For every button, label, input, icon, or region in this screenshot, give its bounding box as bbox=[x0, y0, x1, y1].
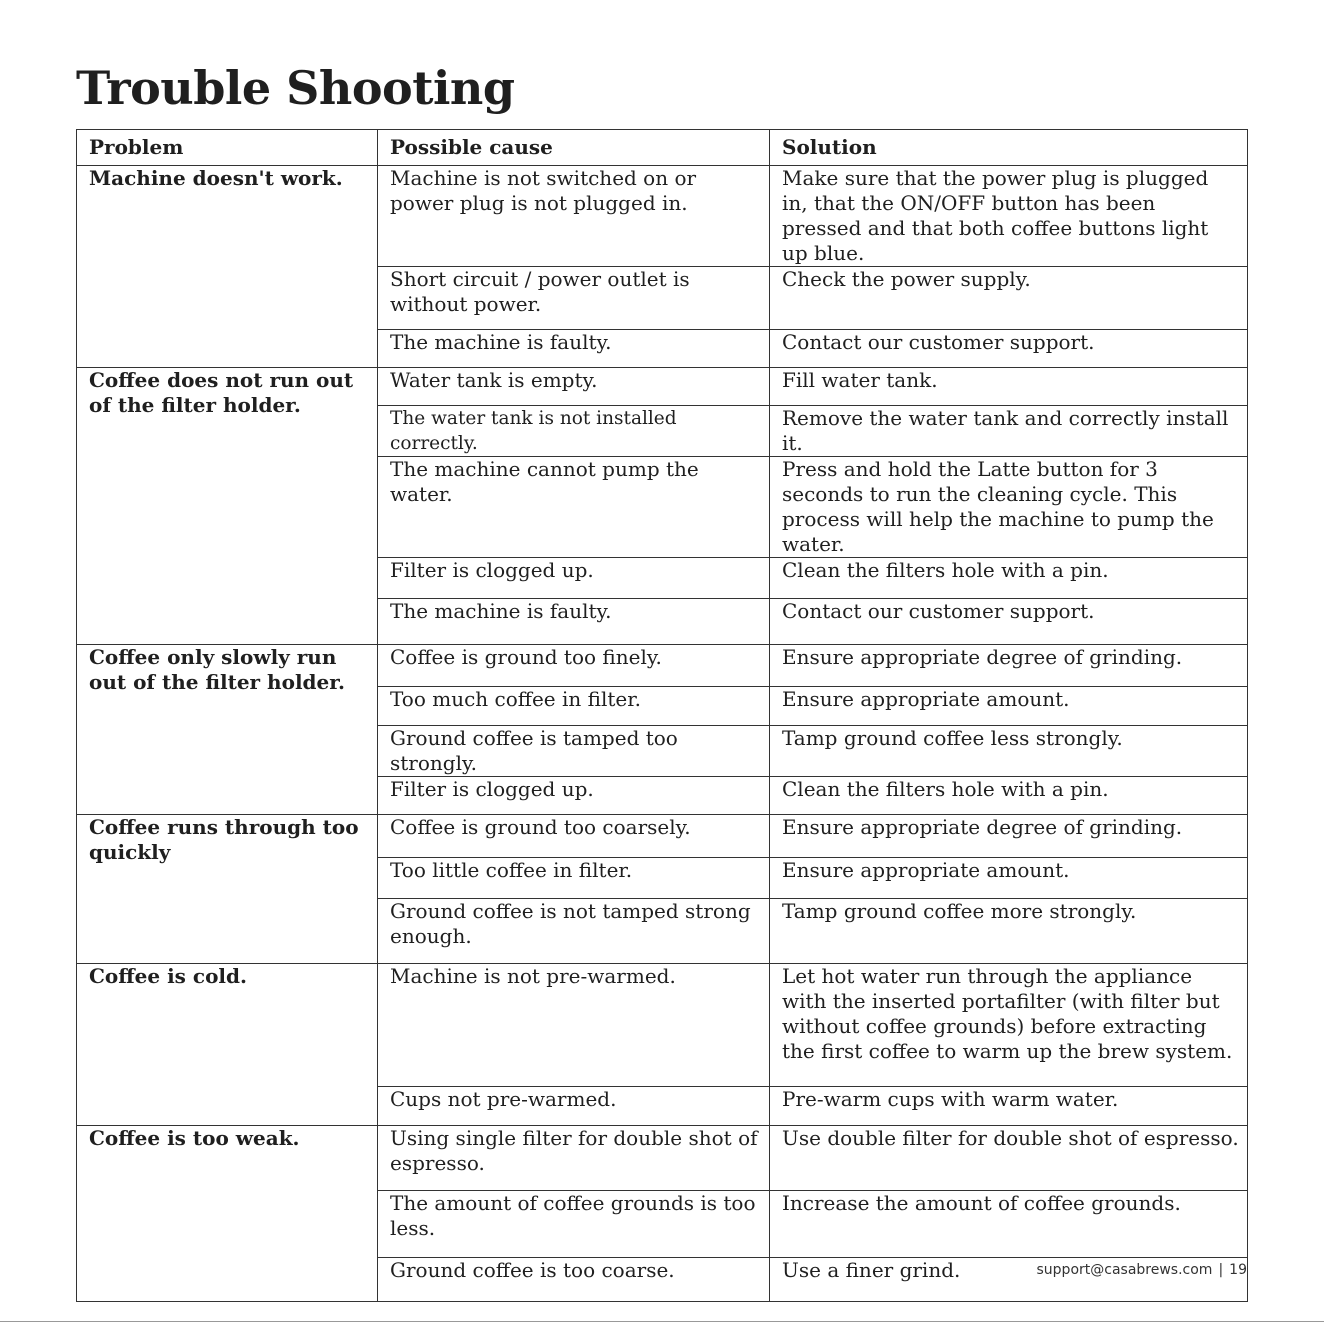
table-row bbox=[77, 368, 1248, 406]
cause-cell: The machine cannot pump the water. bbox=[378, 457, 770, 558]
cause-cell: Filter is clogged up. bbox=[378, 777, 770, 815]
column-header-solution: Solution bbox=[770, 130, 1248, 166]
table-header-row bbox=[77, 130, 1248, 166]
problem-cell: Coffee is cold. bbox=[77, 964, 378, 1126]
solution-cell: Fill water tank. bbox=[770, 368, 1248, 406]
cause-cell: Water tank is empty. bbox=[378, 368, 770, 406]
solution-cell: Tamp ground coffee more strongly. bbox=[770, 899, 1248, 964]
cause-cell: Too much coffee in filter. bbox=[378, 687, 770, 726]
support-email-link[interactable]: support@casabrews.com bbox=[1036, 1262, 1213, 1278]
solution-cell: Make sure that the power plug is plugged in, that the ON/OFF button has been pressed and that both coffee buttons light up blue. bbox=[770, 166, 1248, 267]
cause-cell: The machine is faulty. bbox=[378, 599, 770, 645]
solution-cell: Contact our customer support. bbox=[770, 330, 1248, 368]
cause-cell: Coffee is ground too coarsely. bbox=[378, 815, 770, 858]
cause-cell: The water tank is not installed correctly. bbox=[378, 406, 770, 457]
cause-cell: Machine is not pre-warmed. bbox=[378, 964, 770, 1087]
cause-cell: Too little coffee in filter. bbox=[378, 858, 770, 899]
solution-cell: Tamp ground coffee less strongly. bbox=[770, 726, 1248, 777]
bottom-divider bbox=[0, 1321, 1324, 1322]
solution-cell: Pre-warm cups with warm water. bbox=[770, 1087, 1248, 1126]
solution-cell: Contact our customer support. bbox=[770, 599, 1248, 645]
table-row bbox=[77, 964, 1248, 1087]
cause-cell: Filter is clogged up. bbox=[378, 558, 770, 599]
column-header-cause: Possible cause bbox=[378, 130, 770, 166]
problem-cell: Coffee runs through too quickly bbox=[77, 815, 378, 964]
cause-cell: Short circuit / power outlet is without power. bbox=[378, 267, 770, 330]
solution-cell: Remove the water tank and correctly install it. bbox=[770, 406, 1248, 457]
cause-cell: Coffee is ground too finely. bbox=[378, 645, 770, 687]
table-row bbox=[77, 1126, 1248, 1191]
cause-cell: The amount of coffee grounds is too less. bbox=[378, 1191, 770, 1258]
solution-cell: Let hot water run through the appliance with the inserted portafilter (with filter but without coffee grounds) before extracting the first coffee to warm up the brew system. bbox=[770, 964, 1248, 1087]
page-footer bbox=[1037, 1262, 1248, 1278]
footer-separator: | bbox=[1218, 1262, 1224, 1278]
problem-cell: Machine doesn't work. bbox=[77, 166, 378, 368]
table-row bbox=[77, 815, 1248, 858]
page-title: Trouble Shooting bbox=[76, 61, 515, 115]
page-number: 19 bbox=[1229, 1262, 1247, 1278]
cause-cell: Ground coffee is not tamped strong enough. bbox=[378, 899, 770, 964]
table-row bbox=[77, 645, 1248, 687]
solution-cell: Press and hold the Latte button for 3 seconds to run the cleaning cycle. This process will help the machine to pump the water. bbox=[770, 457, 1248, 558]
solution-cell: Ensure appropriate degree of grinding. bbox=[770, 815, 1248, 858]
solution-cell: Increase the amount of coffee grounds. bbox=[770, 1191, 1248, 1258]
solution-cell: Clean the filters hole with a pin. bbox=[770, 558, 1248, 599]
solution-cell: Clean the filters hole with a pin. bbox=[770, 777, 1248, 815]
solution-cell: Ensure appropriate amount. bbox=[770, 687, 1248, 726]
solution-cell: Use a finer grind. bbox=[770, 1258, 1248, 1302]
cause-cell: The machine is faulty. bbox=[378, 330, 770, 368]
solution-cell: Use double filter for double shot of espresso. bbox=[770, 1126, 1248, 1191]
solution-cell: Check the power supply. bbox=[770, 267, 1248, 330]
column-header-problem: Problem bbox=[77, 130, 378, 166]
problem-cell: Coffee only slowly run out of the filter holder. bbox=[77, 645, 378, 815]
problem-cell: Coffee is too weak. bbox=[77, 1126, 378, 1302]
troubleshooting-table bbox=[76, 129, 1248, 1302]
cause-cell: Ground coffee is too coarse. bbox=[378, 1258, 770, 1302]
cause-cell: Using single filter for double shot of espresso. bbox=[378, 1126, 770, 1191]
cause-cell: Machine is not switched on or power plug is not plugged in. bbox=[378, 166, 770, 267]
solution-cell: Ensure appropriate degree of grinding. bbox=[770, 645, 1248, 687]
solution-cell: Ensure appropriate amount. bbox=[770, 858, 1248, 899]
cause-cell: Ground coffee is tamped too strongly. bbox=[378, 726, 770, 777]
table-row bbox=[77, 166, 1248, 267]
problem-cell: Coffee does not run out of the filter holder. bbox=[77, 368, 378, 645]
cause-cell: Cups not pre-warmed. bbox=[378, 1087, 770, 1126]
